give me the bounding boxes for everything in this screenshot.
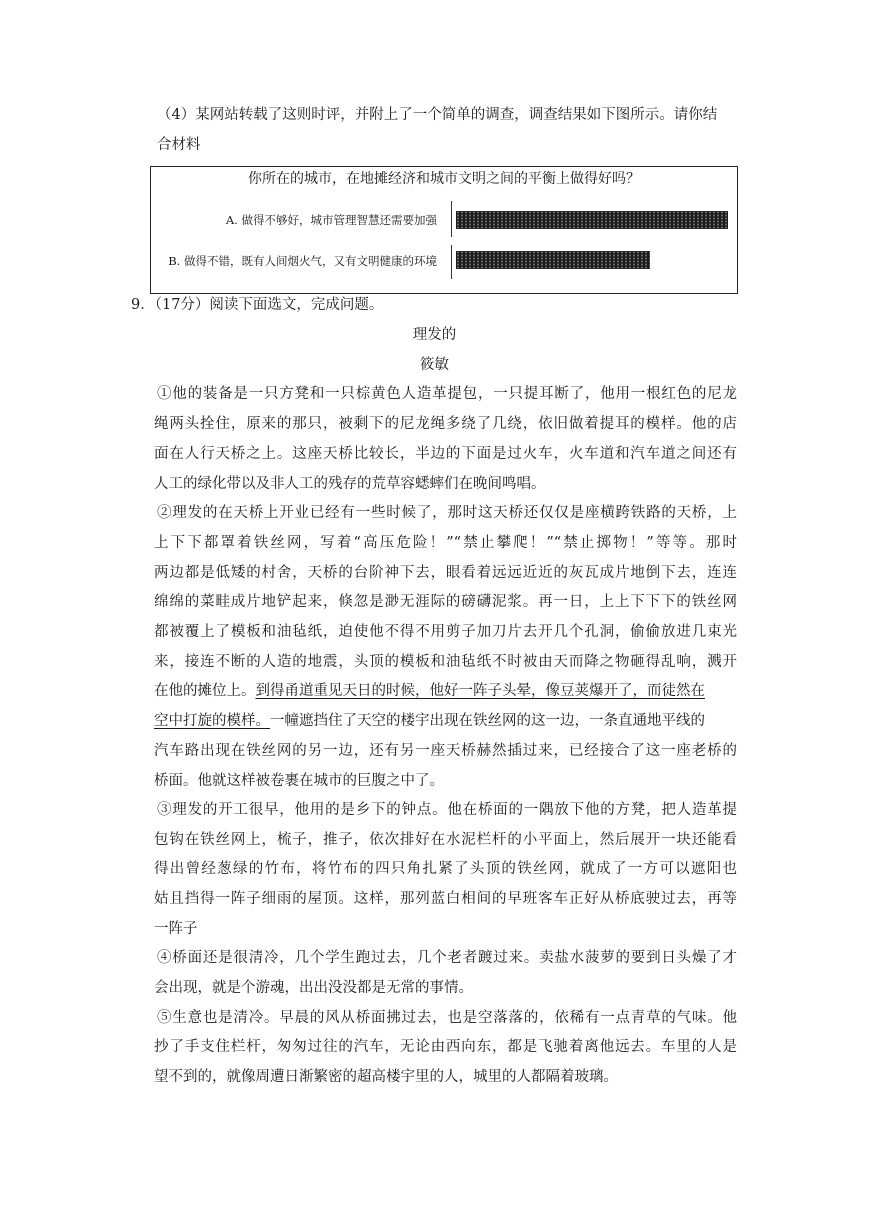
paragraph-2-line-2: 上下下都罩着铁丝网，写着“高压危险！”“禁止攀爬！”“禁止掷物！”等等。那时 xyxy=(154,535,737,551)
paragraph-1-line-3: 面在人行天桥之上。这座天桥比较长，半边的下面是过火车，火车道和汽车道之间还有 xyxy=(154,446,737,462)
paragraph-2-line-10: 桥面。他就这样被卷裹在城市的巨腹之中了。 xyxy=(154,773,444,789)
question-9-header: 9．（17分）阅读下面选文，完成问题。 xyxy=(131,297,384,313)
paragraph-2-line-5: 都被覆上了模板和油毡纸，迫使他不得不用剪子加刀片去开几个孔洞，偷偷放进几束光 xyxy=(154,624,737,640)
paragraph-5-line-2: 抄了手支住栏杆，匆匆过往的汽车，无论由西向东，都是飞驰着离他远去。车里的人是 xyxy=(154,1039,737,1055)
article-title: 理发的 xyxy=(412,327,457,343)
paragraph-2-line-9: 汽车路出现在铁丝网的另一边，还有另一座天桥赫然插过来，已经接合了这一座老桥的 xyxy=(154,743,737,759)
paragraph-2-line-1: ②理发的在天桥上开业已经有一些时候了，那时这天桥还仅仅是座横跨铁路的天桥，上 xyxy=(157,505,737,521)
bar-label-a: A. 做得不够好，城市管理智慧还需要加强 xyxy=(225,213,437,227)
paragraph-2-line-4: 绵绵的菜畦成片地铲起来，倏忽是渺无涯际的磅礴泥浆。再一日，上上下下下的铁丝网 xyxy=(154,594,737,610)
paragraph-2-line-3: 两边都是低矮的村舍，天桥的台阶神下去，眼看着远远近近的灰瓦成片地倒下去，连连 xyxy=(154,565,737,581)
paragraph-3-line-2: 包钩在铁丝网上，梳子，推子，依次排好在水泥栏杆的小平面上，然后展开一块还能看 xyxy=(154,832,737,848)
paragraph-3-line-3: 得出曾经葱绿的竹布，将竹布的四只角扎紧了头顶的铁丝网，就成了一方可以遮阳也 xyxy=(154,861,737,877)
paragraph-2-line-8 xyxy=(154,711,705,731)
paragraph-1-line-4: 人工的绿化带以及非人工的残存的荒草容蟋蟀们在晚间鸣唱。 xyxy=(154,476,546,492)
paragraph-1-line-2: 绳两头拴住，原来的那只，被剩下的尼龙绳多绕了几绕，依旧做着提耳的模样。他的店 xyxy=(154,416,737,432)
paragraph-4-line-2: 会出现，就是个游魂，出出没没都是无常的事情。 xyxy=(154,980,473,996)
paragraph-5-line-1: ⑤生意也是清冷。早晨的风从桥面拂过去，也是空落落的，依稀有一点青草的气味。他 xyxy=(157,1010,737,1026)
survey-chart xyxy=(150,166,738,294)
paragraph-2-line-7 xyxy=(154,681,705,701)
question-4-text-line-2: 合材料 xyxy=(157,137,201,153)
question-4-text-line-1: （4）某网站转载了这则时评，并附上了一个简单的调查，调查结果如下图所示。请你结 xyxy=(157,107,718,123)
paragraph-2-line-6: 来，接连不断的人造的地震，头顶的模板和油毡纸不时被由天而降之物砸得乱响，溅开 xyxy=(154,654,737,670)
underlined-sentence-part-1: 到得甬道重见天日的时候，他好一阵子头晕，像豆荚爆开了，而徒然在 xyxy=(255,683,705,699)
paragraph-2-line-7-text: 在他的摊位上。 xyxy=(154,683,256,699)
bar-a xyxy=(456,211,728,229)
article-author: 筱敏 xyxy=(420,357,449,373)
paragraph-4-line-1: ④桥面还是很清冷，几个学生跑过去，几个老者踱过来。卖盐水菠萝的要到日头燥了才 xyxy=(157,950,737,966)
paragraph-5-line-3: 望不到的，就像周遭日渐繁密的超高楼宇里的人，城里的人都隔着玻璃。 xyxy=(154,1069,618,1085)
paragraph-2-line-8-text: 一幢遮挡住了天空的楼宇出现在铁丝网的这一边，一条直通地平线的 xyxy=(270,713,705,729)
bar-b xyxy=(456,251,650,269)
paragraph-3-line-1: ③理发的开工很早，他用的是乡下的钟点。他在桥面的一隅放下他的方凳，把人造革提 xyxy=(157,802,737,818)
chart-title: 你所在的城市，在地摊经济和城市文明之间的平衡上做得好吗？ xyxy=(248,171,640,187)
underlined-sentence-part-2: 空中打旋的模样。 xyxy=(154,713,270,729)
paragraph-3-line-4: 姑且挡得一阵子细雨的屋顶。这样，那列蓝白相间的早班客车正好从桥底驶过去，再等 xyxy=(154,891,737,907)
paragraph-3-line-5: 一阵子 xyxy=(154,921,198,937)
paragraph-1-line-1: ①他的装备是一只方凳和一只棕黄色人造革提包，一只提耳断了，他用一根红色的尼龙 xyxy=(157,386,737,402)
bar-label-b: B. 做得不错，既有人间烟火气，又有文明健康的环境 xyxy=(168,254,437,268)
